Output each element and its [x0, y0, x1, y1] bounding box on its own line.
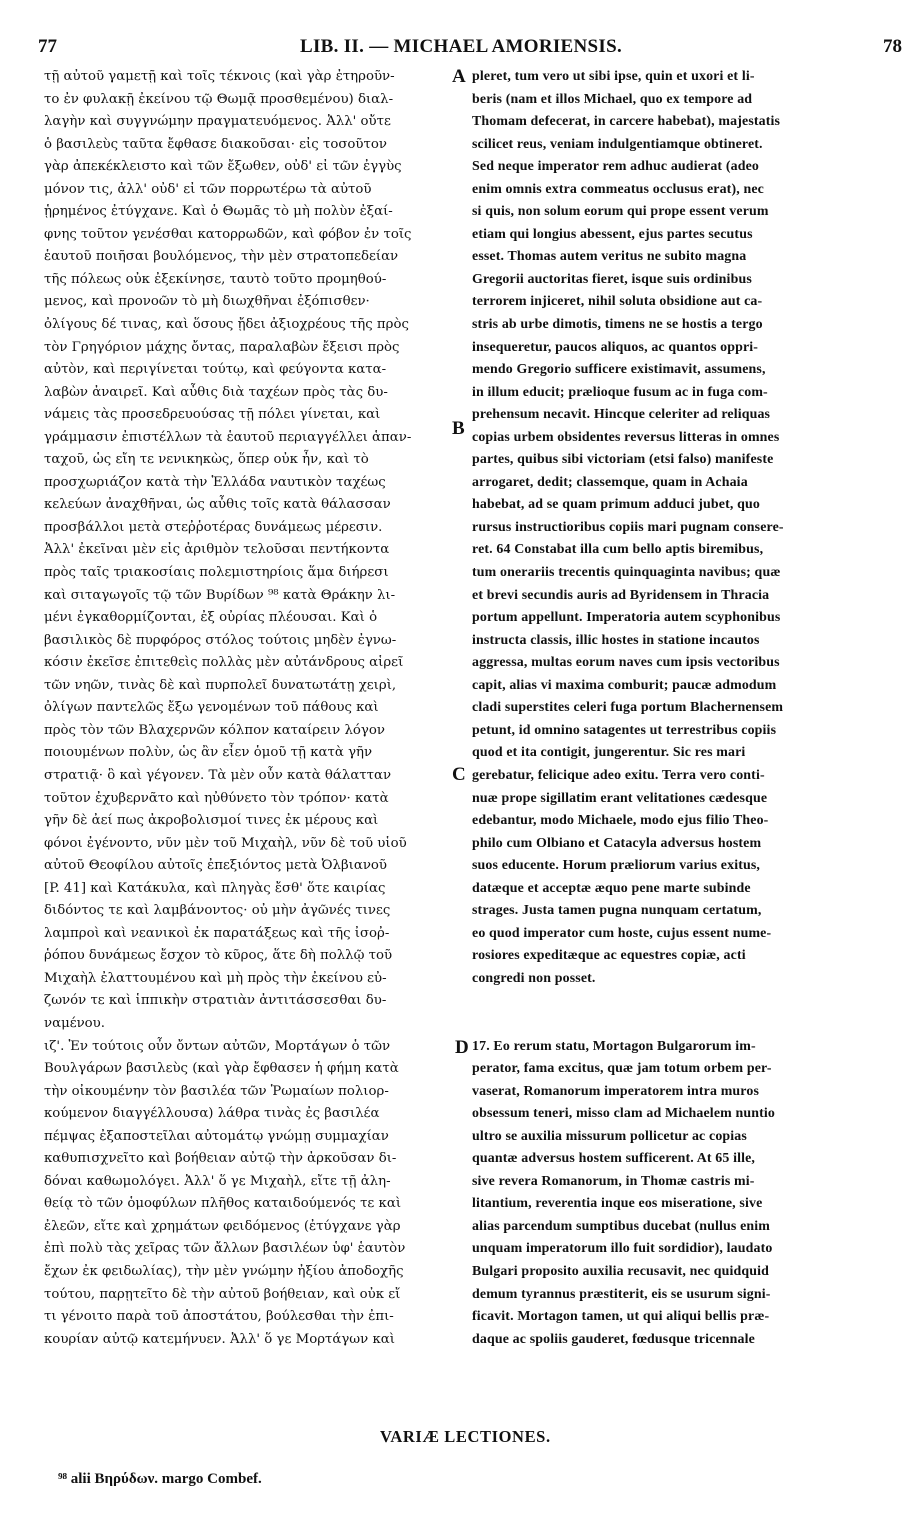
greek-text-line: ἐπὶ πολὺ τὰς χεῖρας τῶν ἄλλων βασιλέων ὑφ' ἑαυτὸν	[44, 1241, 406, 1257]
greek-text-line: ἔχων ἐκ φειδωλίας), τὴν μὲν γνώμην ἠξίου ἀποδοχῆς	[44, 1263, 404, 1279]
latin-text-line: philo cum Olbiano et Catacyla adversus hostem	[472, 835, 762, 851]
greek-text-line: ζωνόν τε καὶ ἱππικὴν στρατιὰν ἀντιτάσσεσθαι δυ-	[44, 993, 387, 1009]
latin-text-line: congredi non posset.	[472, 970, 596, 986]
greek-text-line: Μιχαὴλ ἐλαττουμένου καὶ μὴ πρὸς τὴν ἐκείνου εὐ-	[44, 970, 387, 986]
greek-text-line: λαβὼν ἀναιρεῖ. Καὶ αὖθις διὰ ταχέων πρὸς τὰς δυ-	[44, 384, 388, 400]
greek-text-line: λαμπροὶ καὶ νεανικοὶ ἐκ παρατάξεως καὶ τῆς ἰσοῤ-	[44, 925, 390, 941]
latin-text-line: in illum educit; prælioque fusum ac in fuga com-	[472, 384, 768, 400]
latin-text-line: gerebatur, felicique adeo exitu. Terra vero conti-	[472, 767, 765, 783]
greek-text-line: πρὸς τὸν τῶν Βλαχερνῶν κόλπον καταίρειν λόγον	[44, 722, 385, 738]
greek-text-line: ὀλίγους δέ τινας, καὶ ὅσους ᾔδει ἀξιοχρέους τῆς πρὸς	[44, 317, 409, 333]
greek-text-line: βασιλικὸς δὲ πυρφόρος στόλος τούτοις μηδὲν ἐγνω-	[44, 632, 397, 648]
footnote: ⁹⁸ alii Βηρύδων. margo Combef.	[58, 1471, 262, 1487]
greek-text-line: ᾑρημένος ἐτύγχανε. Καὶ ὁ Θωμᾶς τὸ μὴ πολὺν ἐξαί-	[44, 204, 393, 220]
greek-text-line: αὐτὸν, καὶ περιγίνεται τούτῳ, καὶ φεύγοντα κατα-	[44, 362, 387, 378]
greek-text-line: ταχοῦ, ὡς εἴη τε νενικηκὼς, ὅπερ οὐκ ἦν, καὶ τὸ	[44, 452, 369, 468]
greek-text-line: κουρίαν αὐτῷ κατεμήνυεν. Ἀλλ' ὅ γε Μορτάγων καὶ	[44, 1331, 395, 1347]
greek-text-line: στρατιᾷ· ὃ καὶ γέγονεν. Τὰ μὲν οὖν κατὰ θάλατταν	[44, 767, 392, 783]
greek-text-line: γράμμασιν ἐπιστέλλων τὰ ἑαυτοῦ περιαγγέλλει ἁπαν-	[44, 429, 412, 445]
greek-text-line: τῇ αὐτοῦ γαμετῇ καὶ τοῖς τέκνοις (καὶ γὰρ ἐτηροῦν-	[44, 69, 395, 84]
running-title: LIB. II. — MICHAEL AMORIENSIS.	[299, 36, 623, 57]
latin-text-line: obsessum teneri, misso clam ad Michaelem nuntio	[472, 1106, 775, 1122]
latin-text-line: terrorem injiceret, nihil soluta obsidione aut ca-	[472, 294, 763, 310]
latin-text-line: daque ac spoliis gauderet, fœdusque tricennale	[472, 1331, 755, 1347]
greek-text-line: αὐτοῦ Θεοφίλου αὐτοῖς ἐπεξιόντος μετὰ Ὀλβιανοῦ	[44, 858, 388, 874]
latin-text-line: sive revera Romanorum, in Thomæ castris mi-	[472, 1173, 755, 1189]
latin-text-line: datæque et acceptæ æquo pene marte subinde	[472, 880, 751, 896]
latin-text-line: esset. Thomas autem veritus ne subito magna	[472, 249, 747, 265]
latin-text-line: Thomam defecerat, in carcere habebat), majestatis	[472, 114, 781, 130]
latin-text-line: stris ab urbe dimotis, timens ne se hostis a tergo	[472, 317, 763, 333]
latin-text-line: vaserat, Romanorum imperatorem intra muros	[472, 1083, 760, 1099]
latin-text-line: partes, quibus sibi victoriam (etsi falso) manifeste	[472, 452, 774, 468]
latin-text-line: enim omnis extra commeatus occlusus erat), nec	[472, 181, 764, 197]
latin-text-line: ultro se auxilia missurum pollicetur ac copias	[472, 1128, 747, 1144]
greek-text-line: μενος, καὶ προνοῶν τὸ μὴ διωχθῆναι ἐξόπισθεν·	[44, 294, 370, 310]
latin-text-line: portum appellunt. Imperatoria autem scyphonibus	[472, 610, 781, 626]
greek-text-line: δόναι καθωμολόγει. Ἀλλ' ὅ γε Μιχαὴλ, εἴτε τῇ ἀλη-	[44, 1173, 391, 1189]
latin-text-line: ret. 64 Constabat illa cum bello aptis biremibus,	[472, 542, 764, 558]
latin-text-line	[472, 1013, 906, 1036]
greek-text-line: τι γένοιτο παρὰ τοῦ ἀποστάτου, βούλεσθαι τὴν ἐπι-	[44, 1309, 394, 1325]
latin-text-line: unquam imperatorum illo fuit sordidior), laudato	[472, 1241, 773, 1257]
greek-text-line: ποιουμένων πολὺν, ὡς ἂν εἶεν ὁμοῦ τῇ κατὰ γῆν	[44, 745, 373, 761]
latin-text-line: aggressa, multas eorum naves cum ipsis vectoribus	[472, 655, 780, 671]
section-marker-b: B	[452, 418, 465, 439]
greek-text-line: πρὸς ταῖς τριακοσίαις πολεμιστηρίοις ἅμα διήρεσι	[44, 565, 389, 581]
page-number-left: 77	[38, 36, 57, 57]
latin-text-line: ficavit. Mortagon tamen, ut qui aliqui bellis præ-	[472, 1309, 770, 1325]
greek-text-line: [P. 41] καὶ Κατάκυλα, καὶ πληγὰς ἔσθ' ὅτε καιρίας	[44, 880, 386, 896]
latin-text-line: 17. Eo rerum statu, Mortagon Bulgarorum im-	[472, 1038, 756, 1054]
latin-text-line: litantium, reverentia inque eos miseratione, sive	[472, 1196, 763, 1212]
greek-text-line: φόνοι ἐγένοντο, νῦν μὲν τοῦ Μιχαὴλ, νῦν δὲ τοῦ υἱοῦ	[44, 835, 407, 851]
latin-text-line: eo quod imperator cum hoste, cujus essent nume-	[472, 925, 772, 941]
latin-text-line: prehensum necavit. Hincque celeriter ad reliquas	[472, 407, 771, 423]
greek-text-line: τοῦτον ἐχυβερνᾶτο καὶ ηὐθύνετο τὸν τρόπον· κατὰ	[44, 790, 389, 806]
latin-text-column	[472, 66, 906, 1351]
greek-text-line: προσβάλλοι μετὰ στεῤῥοτέρας δυνάμεως μέρεσιν.	[44, 519, 383, 535]
greek-text-line: μόνον τις, ἀλλ' οὐδ' εἰ τῶν πορρωτέρω τὰ αὐτοῦ	[44, 181, 372, 197]
latin-text-line: cladi superstites celeri fuga portum Blachernensem	[472, 700, 784, 716]
section-marker-a: A	[452, 66, 466, 87]
latin-text-line: beris (nam et illos Michael, quo ex tempore ad	[472, 91, 753, 107]
latin-text-line: et brevi secundis auris ad Byridensem in Thracia	[472, 587, 770, 603]
greek-text-line: Βουλγάρων βασιλεὺς (καὶ γὰρ ἔφθασεν ἡ φήμη κατὰ	[44, 1061, 399, 1077]
greek-text-line: καὶ σιταγωγοῖς τῷ τῶν Βυρίδων ⁹⁸ κατὰ Θράκην λι-	[44, 587, 396, 603]
greek-text-line: λαγὴν καὶ συγγνώμην πραγματευόμενος. Ἀλλ' οὔτε	[44, 114, 391, 130]
latin-text-line: edebantur, modo Michaele, modo ejus filio Theo-	[472, 813, 769, 829]
latin-text-line: mendo Gregorio sufficere existimavit, assumens,	[472, 362, 766, 378]
greek-text-line: το ἐν φυλακῇ ἐκείνου τῷ Θωμᾷ προσθεμένου) διαλ-	[44, 91, 394, 107]
latin-text-line: strages. Justa tamen pugna nunquam certatum,	[472, 903, 762, 919]
greek-text-line: τῶν νηῶν, τινὰς δὲ καὶ πυρπολεῖ δυνατωτάτῃ χειρὶ,	[44, 677, 397, 693]
latin-text-line: rursus instructioribus copiis mari pugnam consere-	[472, 519, 784, 535]
latin-text-line: habebat, ad se quam primum adduci jubet, quo	[472, 497, 760, 513]
greek-text-line: τὴν οἰκουμένην τὸν βασιλέα τῶν Ῥωμαίων πολιορ-	[44, 1083, 389, 1099]
greek-text-line: τῆς πόλεως οὐκ ἐξεκίνησε, ταυτὸ τοῦτο προμηθού-	[44, 271, 387, 287]
latin-text-line: alias parcendum sumptibus ducebat (nullus enim	[472, 1218, 771, 1234]
greek-text-line: φνης τοῦτον γενέσθαι κατορρωδῶν, καὶ φόβον ἐν τοῖς	[44, 226, 412, 242]
latin-text-line: quod et ita contigit, jungerentur. Sic res mari	[472, 745, 746, 761]
latin-text-line: demum tyrannus præstiterit, eis se usurum signi-	[472, 1286, 771, 1302]
latin-text-line: pleret, tum vero ut sibi ipse, quin et uxori et li-	[472, 69, 755, 84]
greek-text-line: κελεύων ἀναχθῆναι, ὡς αὖθις τοῖς κατὰ θάλασσαν	[44, 497, 391, 513]
greek-text-line: ναμένου.	[44, 1015, 105, 1031]
greek-text-line: πέμψας ἐξαποστεῖλαι αὐτομάτῳ γνώμῃ συμμαχίαν	[44, 1128, 389, 1144]
greek-text-line: κούμενον διαγγέλλουσα) λάθρα τινὰς ἐς βασιλέα	[44, 1106, 380, 1122]
latin-text-line: instructa classis, illic hostes in statione incautos	[472, 632, 760, 648]
greek-text-line: ὀλίγων παντελῶς ἔξω γενομένων τοῦ πάθους καὶ	[44, 700, 379, 716]
greek-text-line: ἑαυτοῦ ποιῆσαι βουλόμενος, τὴν μὲν στρατοπεδείαν	[44, 249, 399, 265]
latin-text-line: copias urbem obsidentes reversus litteras in omnes	[472, 429, 780, 445]
latin-text-line: perator, fama excitus, quæ jam totum orbem per-	[472, 1061, 772, 1077]
greek-text-line: καθυπισχνεῖτο καὶ βοήθειαν αὐτῷ τὴν ἀρκοῦσαν δι-	[44, 1151, 397, 1167]
section-marker-d: D	[455, 1037, 469, 1058]
greek-text-line: τούτου, παρῃτεῖτο δὲ τὴν αὐτοῦ βοήθειαν, καὶ οὐκ εἴ	[44, 1286, 401, 1302]
latin-text-line: petunt, id omnino satagentes ut terrestribus copiis	[472, 722, 777, 738]
greek-text-line: ὁ βασιλεὺς ταῦτα ἔφθασε διακοῦσαι· εἰς τοσοῦτον	[44, 136, 387, 152]
latin-text-line: suos educente. Horum præliorum varius exitus,	[472, 858, 761, 874]
variae-lectiones-heading: VARIÆ LECTIONES.	[380, 1427, 551, 1446]
latin-text-line: scilicet reus, veniam indulgentiamque obtineret.	[472, 136, 763, 152]
greek-text-line: Ἀλλ' ἐκεῖναι μὲν εἰς ἀριθμὸν τελοῦσαι πεντήκοντα	[44, 542, 390, 558]
latin-text-line: Bulgari proposito auxilia recusavit, nec quidquid	[472, 1263, 770, 1279]
greek-text-line: νάμεις τὰς προσεδρευούσας τῇ πόλει γίνεται, καὶ	[44, 407, 381, 423]
running-header	[20, 36, 902, 62]
latin-text-line	[472, 990, 906, 1013]
greek-text-line: γὰρ ἀπεκέκλειστο καὶ τῶν ἔξωθεν, οὐδ' εἰ τῶν ἐγγὺς	[44, 159, 402, 175]
latin-text-line: etiam qui longius abessent, ejus partes secutus	[472, 226, 753, 242]
latin-text-line: arrogaret, dedit; classemque, quam in Achaia	[472, 474, 748, 490]
greek-text-line: τὸν Γρηγόριον μάχης ὄντας, παραλαβὼν ἔξεισι πρὸς	[44, 339, 400, 355]
latin-text-line: rosiores expeditæque ac equestres copiæ, acti	[472, 948, 746, 964]
greek-text-line: κόσιν ἐκεῖσε ἐπιτεθεὶς πολλὰς μὲν αὐτάνδρους αἱρεῖ	[44, 655, 404, 671]
latin-text-line: quantæ adversus hostem sufficerent. At 65 ille,	[472, 1151, 756, 1167]
greek-text-line: θείᾳ τὸ τῶν ὁμοφύλων πλῆθος καταιδούμενός τε καὶ	[44, 1196, 402, 1212]
latin-text-line: tum onerariis trecentis quinquaginta navibus; quæ	[472, 565, 781, 581]
latin-text-line: nuæ prope sigillatim erant velitationes cædesque	[472, 790, 768, 806]
greek-text-line: διδόντος τε καὶ λαμβάνοντος· οὐ μὴν ἀγῶνές τινες	[44, 903, 391, 919]
latin-text-line: capit, alias vi maxima comburit; paucæ admodum	[472, 677, 777, 693]
greek-text-line: ῥόπου δυνάμεως ἔσχον τὸ κῦρος, ἅτε δὴ πολλῷ τοῦ	[44, 948, 393, 964]
greek-text-line: γῆν δὲ ἀεί πως ἀκροβολισμοί τινες ἐκ μέρους καὶ	[44, 813, 379, 829]
section-marker-c: C	[452, 764, 466, 785]
greek-text-line: ιζ'. Ἐν τούτοις οὖν ὄντων αὐτῶν, Μορτάγων ὁ τῶν	[44, 1038, 391, 1054]
latin-text-line: insequeretur, paucos aliquos, ac quantos oppri-	[472, 339, 759, 355]
greek-text-line: ἐλεῶν, εἴτε καὶ χρημάτων φειδόμενος (ἐτύγχανε γὰρ	[44, 1218, 401, 1234]
greek-text-line: μένι ἐγκαθορμίζονται, ἐξ οὐρίας πλέουσαι. Καὶ ὁ	[44, 610, 378, 626]
page-number-right: 78	[883, 36, 902, 57]
greek-text-line: προσχωριάζον κατὰ τὴν Ἑλλάδα ναυτικὸν ταχέως	[44, 474, 386, 490]
latin-text-line: Sed neque imperator rem adhuc audierat (adeo	[472, 159, 759, 175]
greek-text-column	[44, 66, 458, 1351]
latin-text-line: Gregorii auctoritas fieret, isque suis ordinibus	[472, 271, 752, 287]
latin-text-line: si quis, non solum eorum qui prope essent verum	[472, 204, 769, 220]
